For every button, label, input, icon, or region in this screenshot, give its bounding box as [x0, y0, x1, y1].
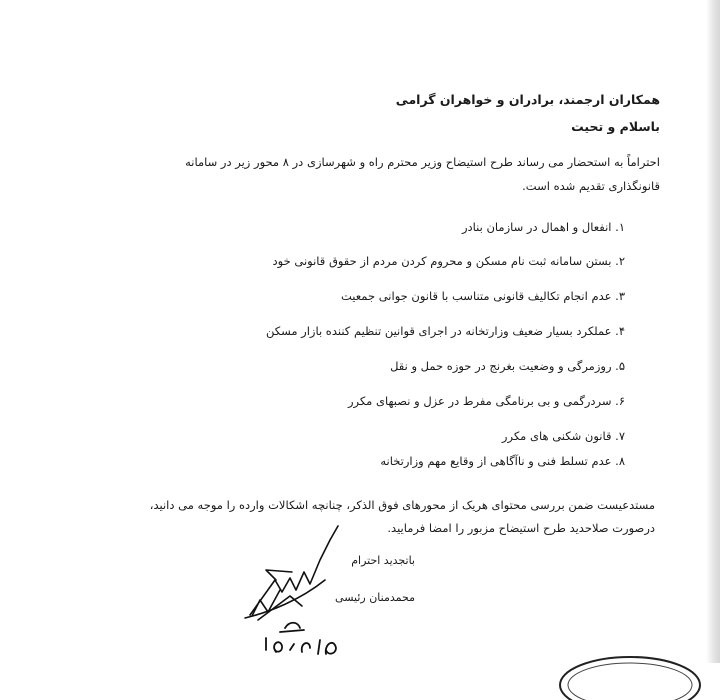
- list-item: ۳. عدم انجام تکالیف قانونی متناسب با قانون جوانی جمعیت: [341, 289, 625, 303]
- stamp-edge: [555, 640, 705, 700]
- greeting: باسلام و تحیت: [571, 119, 660, 134]
- closing-line-1: مستدعیست ضمن بررسی محتوای هریک از محورهای فوق الذکر، چنانچه اشکالات وارده را موجه می دانید،: [149, 498, 655, 512]
- list-item: ۷. قانون شکنی های مکرر: [501, 429, 625, 443]
- salutation: همکاران ارجمند، برادران و خواهران گرامی: [395, 92, 660, 107]
- list-item: ۱. انفعال و اهمال در سازمان بنادر: [461, 220, 625, 234]
- handwritten-signature: [230, 520, 390, 660]
- list-item: ۶. سردرگمی و بی برنامگی مفرط در عزل و نصبهای مکرر: [347, 394, 625, 408]
- intro-line-2: قانونگذاری تقدیم شده است.: [522, 179, 660, 193]
- regards-text: باتجدید احترام: [351, 554, 415, 567]
- list-item: ۴. عملکرد بسیار ضعیف وزارتخانه در اجرای قوانین تنظیم کننده بازار مسکن: [265, 324, 625, 338]
- closing-line-2: درصورت صلاحدید طرح استیضاح مزبور را امضا فرمایید.: [387, 521, 655, 535]
- list-item: ۵. روزمرگی و وضعیت بغرنج در حوزه حمل و نقل: [390, 359, 625, 373]
- intro-line-1: احتراماً به استحضار می رساند طرح استیضاح وزیر محترم راه و شهرسازی در ۸ محور زیر در سامانه: [185, 155, 660, 169]
- list-item: ۸. عدم تسلط فنی و ناآگاهی از وقایع مهم وزارتخانه: [380, 454, 625, 468]
- signer-name: محمدمنان رئیسی: [335, 591, 415, 604]
- list-item: ۲. بستن سامانه ثبت نام مسکن و محروم کردن مردم از حقوق قانونی خود: [272, 254, 625, 268]
